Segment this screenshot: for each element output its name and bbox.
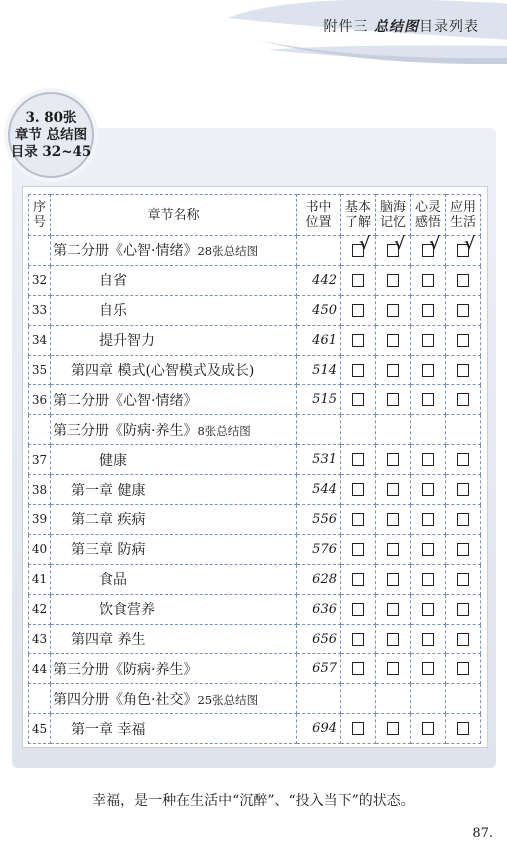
row-page: 442 bbox=[297, 265, 341, 295]
checkbox[interactable] bbox=[352, 543, 364, 556]
row-check-cell bbox=[446, 325, 481, 355]
row-title-text: 第四分册《角色·社交》 bbox=[53, 691, 198, 708]
row-check-cell bbox=[446, 714, 481, 744]
row-page: 450 bbox=[297, 295, 341, 325]
row-title bbox=[51, 505, 297, 535]
table-row bbox=[29, 624, 481, 654]
table-row bbox=[29, 385, 481, 415]
header-apply bbox=[446, 195, 481, 236]
row-title bbox=[51, 654, 297, 684]
checkbox[interactable] bbox=[422, 662, 434, 675]
row-check-cell bbox=[376, 654, 411, 684]
row-page: 515 bbox=[297, 385, 341, 415]
row-check-cell bbox=[376, 534, 411, 564]
row-check-cell bbox=[341, 505, 376, 535]
row-check-cell bbox=[376, 355, 411, 385]
checkmark-icon: √ bbox=[359, 233, 371, 254]
row-title bbox=[51, 714, 297, 744]
checkbox[interactable] bbox=[422, 274, 434, 287]
checkbox[interactable] bbox=[422, 513, 434, 526]
checked-checkbox[interactable] bbox=[422, 233, 441, 257]
header-page-label: 书中 位置 bbox=[305, 200, 332, 230]
table-row bbox=[29, 594, 481, 624]
row-page: 636 bbox=[297, 594, 341, 624]
checkbox[interactable] bbox=[352, 453, 364, 466]
checkbox[interactable] bbox=[422, 483, 434, 496]
table-row bbox=[29, 325, 481, 355]
checkbox[interactable] bbox=[387, 573, 399, 586]
row-check-cell bbox=[376, 233, 411, 266]
row-check-cell bbox=[341, 355, 376, 385]
checkbox[interactable] bbox=[387, 453, 399, 466]
row-check-cell bbox=[411, 325, 446, 355]
row-check-cell bbox=[446, 295, 481, 325]
checkbox[interactable] bbox=[352, 662, 364, 675]
row-check-cell bbox=[411, 534, 446, 564]
row-check-cell bbox=[446, 564, 481, 594]
row-title-text: 饮食营养 bbox=[99, 602, 155, 619]
row-check-cell bbox=[376, 564, 411, 594]
row-check-cell bbox=[446, 385, 481, 415]
row-title bbox=[51, 624, 297, 654]
row-check-cell bbox=[376, 385, 411, 415]
row-title bbox=[51, 236, 297, 266]
checkbox[interactable] bbox=[422, 393, 434, 406]
row-page bbox=[297, 236, 341, 266]
checkbox[interactable] bbox=[422, 304, 434, 317]
page-header bbox=[324, 16, 479, 36]
row-check-cell bbox=[411, 475, 446, 505]
row-title bbox=[51, 445, 297, 475]
checkbox[interactable] bbox=[387, 334, 399, 347]
row-title-text: 第三分册《防病·养生》 bbox=[53, 661, 198, 678]
row-title bbox=[51, 534, 297, 564]
table-row bbox=[29, 654, 481, 684]
row-page: 514 bbox=[297, 355, 341, 385]
checkbox[interactable] bbox=[457, 573, 469, 586]
checkbox[interactable] bbox=[387, 513, 399, 526]
table-row bbox=[29, 714, 481, 744]
table-row bbox=[29, 684, 481, 714]
row-check-cell bbox=[341, 415, 376, 445]
row-check-cell bbox=[341, 714, 376, 744]
row-title bbox=[51, 265, 297, 295]
page-number: 87. bbox=[472, 826, 493, 841]
row-page: 556 bbox=[297, 505, 341, 535]
row-page: 544 bbox=[297, 475, 341, 505]
row-check-cell bbox=[376, 714, 411, 744]
row-page: 657 bbox=[297, 654, 341, 684]
row-title-text: 第二分册《心智·情绪》 bbox=[53, 243, 198, 260]
checkbox[interactable] bbox=[457, 722, 469, 735]
row-check-cell bbox=[341, 295, 376, 325]
table-row bbox=[29, 534, 481, 564]
row-title-text: 食品 bbox=[99, 572, 127, 589]
row-title bbox=[51, 684, 297, 714]
checkbox[interactable] bbox=[387, 662, 399, 675]
checkbox[interactable] bbox=[352, 633, 364, 646]
table-header-row bbox=[29, 195, 481, 236]
table-row bbox=[29, 564, 481, 594]
header-suffix: 目录列表 bbox=[419, 19, 479, 35]
row-title bbox=[51, 355, 297, 385]
table-row bbox=[29, 265, 481, 295]
header-seq-label: 序 号 bbox=[32, 200, 46, 230]
checkbox[interactable] bbox=[387, 543, 399, 556]
checkbox[interactable] bbox=[457, 274, 469, 287]
checkbox[interactable] bbox=[457, 334, 469, 347]
table-row bbox=[29, 445, 481, 475]
row-check-cell bbox=[376, 475, 411, 505]
row-check-cell bbox=[446, 624, 481, 654]
row-title bbox=[51, 475, 297, 505]
row-check-cell bbox=[341, 265, 376, 295]
row-check-cell bbox=[446, 684, 481, 714]
row-seq: 35 bbox=[29, 355, 51, 385]
row-title-text: 第三章 防病 bbox=[71, 542, 146, 559]
checkbox[interactable] bbox=[387, 274, 399, 287]
checkbox[interactable] bbox=[387, 364, 399, 377]
row-check-cell bbox=[376, 624, 411, 654]
row-seq bbox=[29, 415, 51, 445]
row-page bbox=[297, 415, 341, 445]
row-seq: 43 bbox=[29, 624, 51, 654]
row-check-cell bbox=[376, 684, 411, 714]
row-title bbox=[51, 325, 297, 355]
row-seq: 44 bbox=[29, 654, 51, 684]
row-check-cell bbox=[446, 355, 481, 385]
header-memory bbox=[376, 195, 411, 236]
row-check-cell bbox=[341, 233, 376, 266]
checkbox[interactable] bbox=[422, 603, 434, 616]
row-seq: 38 bbox=[29, 475, 51, 505]
row-title-text: 第一章 幸福 bbox=[71, 721, 146, 738]
table-row bbox=[29, 475, 481, 505]
row-check-cell bbox=[376, 295, 411, 325]
row-check-cell bbox=[341, 564, 376, 594]
checkbox[interactable] bbox=[422, 543, 434, 556]
row-check-cell bbox=[411, 355, 446, 385]
row-title bbox=[51, 564, 297, 594]
row-check-cell bbox=[411, 564, 446, 594]
row-seq: 32 bbox=[29, 265, 51, 295]
checkmark-icon: √ bbox=[464, 233, 476, 254]
checkbox[interactable] bbox=[352, 364, 364, 377]
checkbox[interactable] bbox=[387, 633, 399, 646]
header-seq bbox=[29, 195, 51, 236]
header-apply-label: 应用 生活 bbox=[449, 200, 476, 230]
row-title-text: 第二章 疾病 bbox=[71, 512, 146, 529]
row-title bbox=[51, 415, 297, 445]
row-title-text: 第一章 健康 bbox=[71, 482, 146, 499]
checkbox[interactable] bbox=[352, 393, 364, 406]
row-page: 461 bbox=[297, 325, 341, 355]
row-check-cell bbox=[411, 505, 446, 535]
table-row bbox=[29, 355, 481, 385]
row-title bbox=[51, 295, 297, 325]
checkbox[interactable] bbox=[457, 393, 469, 406]
badge-line-2: 章节 总结图 bbox=[14, 126, 88, 143]
row-check-cell bbox=[341, 534, 376, 564]
row-seq: 37 bbox=[29, 445, 51, 475]
row-check-cell bbox=[341, 594, 376, 624]
row-check-cell bbox=[411, 415, 446, 445]
row-check-cell bbox=[341, 475, 376, 505]
header-page bbox=[297, 195, 341, 236]
row-check-cell bbox=[341, 445, 376, 475]
row-check-cell bbox=[446, 594, 481, 624]
row-page: 576 bbox=[297, 534, 341, 564]
row-page: 628 bbox=[297, 564, 341, 594]
row-check-cell bbox=[376, 325, 411, 355]
row-title-text: 健康 bbox=[99, 452, 127, 469]
row-seq: 45 bbox=[29, 714, 51, 744]
checkbox[interactable] bbox=[457, 483, 469, 496]
row-title-text: 自省 bbox=[99, 273, 127, 290]
row-check-cell bbox=[376, 265, 411, 295]
row-check-cell bbox=[411, 624, 446, 654]
row-title-text: 自乐 bbox=[99, 303, 127, 320]
header-insight-label: 心灵 感悟 bbox=[414, 200, 441, 230]
table-row bbox=[29, 295, 481, 325]
checkmark-icon: √ bbox=[429, 233, 441, 254]
checkbox[interactable] bbox=[457, 453, 469, 466]
row-check-cell bbox=[411, 594, 446, 624]
row-check-cell bbox=[376, 445, 411, 475]
summary-table bbox=[28, 194, 481, 744]
checkmark-icon: √ bbox=[394, 233, 406, 254]
row-summary-count: 28张总结图 bbox=[197, 244, 259, 259]
row-seq: 39 bbox=[29, 505, 51, 535]
table-row bbox=[29, 236, 481, 266]
row-check-cell bbox=[411, 654, 446, 684]
row-title bbox=[51, 385, 297, 415]
header-insight bbox=[411, 195, 446, 236]
checkbox[interactable] bbox=[352, 304, 364, 317]
row-seq: 42 bbox=[29, 594, 51, 624]
row-check-cell bbox=[411, 295, 446, 325]
badge-line-3: 目录 32~45 bbox=[10, 143, 92, 160]
header-basic-label: 基本 了解 bbox=[344, 200, 371, 230]
checkbox[interactable] bbox=[457, 364, 469, 377]
checkbox[interactable] bbox=[387, 722, 399, 735]
checkbox[interactable] bbox=[352, 483, 364, 496]
checkbox[interactable] bbox=[352, 722, 364, 735]
header-memory-label: 脑海 记忆 bbox=[379, 200, 406, 230]
row-check-cell bbox=[411, 445, 446, 475]
checkbox[interactable] bbox=[352, 513, 364, 526]
checkbox[interactable] bbox=[457, 304, 469, 317]
row-seq bbox=[29, 236, 51, 266]
checked-checkbox[interactable] bbox=[457, 233, 476, 257]
row-seq bbox=[29, 684, 51, 714]
row-check-cell bbox=[446, 534, 481, 564]
table-row bbox=[29, 505, 481, 535]
checkbox[interactable] bbox=[422, 573, 434, 586]
checkbox[interactable] bbox=[387, 304, 399, 317]
checkbox[interactable] bbox=[352, 603, 364, 616]
checkbox[interactable] bbox=[387, 603, 399, 616]
checkbox[interactable] bbox=[352, 573, 364, 586]
checkbox[interactable] bbox=[422, 453, 434, 466]
checkbox[interactable] bbox=[457, 603, 469, 616]
header-prefix: 附件三 bbox=[323, 19, 369, 35]
checkbox[interactable] bbox=[457, 662, 469, 675]
row-page bbox=[297, 684, 341, 714]
row-check-cell bbox=[446, 505, 481, 535]
checkbox[interactable] bbox=[352, 274, 364, 287]
checkbox[interactable] bbox=[387, 483, 399, 496]
checkbox[interactable] bbox=[422, 633, 434, 646]
row-seq: 40 bbox=[29, 534, 51, 564]
checked-checkbox[interactable] bbox=[352, 233, 371, 257]
row-seq: 34 bbox=[29, 325, 51, 355]
row-title-text: 第三分册《防病·养生》 bbox=[53, 422, 198, 439]
row-check-cell bbox=[411, 265, 446, 295]
checkbox[interactable] bbox=[422, 364, 434, 377]
footer-quote: 幸福，是一种在生活中“沉醉”、“投入当下”的状态。 bbox=[92, 793, 415, 809]
row-check-cell bbox=[341, 624, 376, 654]
row-summary-count: 25张总结图 bbox=[197, 692, 259, 707]
checkbox[interactable] bbox=[422, 334, 434, 347]
header-name bbox=[51, 195, 297, 236]
row-check-cell bbox=[446, 654, 481, 684]
row-check-cell bbox=[411, 233, 446, 266]
checkbox[interactable] bbox=[457, 633, 469, 646]
row-check-cell bbox=[446, 265, 481, 295]
row-seq: 36 bbox=[29, 385, 51, 415]
section-badge bbox=[8, 92, 94, 178]
table-row bbox=[29, 415, 481, 445]
checked-checkbox[interactable] bbox=[387, 233, 406, 257]
row-check-cell bbox=[411, 684, 446, 714]
checkbox[interactable] bbox=[457, 513, 469, 526]
checkbox[interactable] bbox=[457, 543, 469, 556]
row-check-cell bbox=[341, 654, 376, 684]
row-title-text: 第四章 模式(心智模式及成长) bbox=[71, 363, 255, 379]
checkbox[interactable] bbox=[422, 722, 434, 735]
row-check-cell bbox=[376, 594, 411, 624]
row-title bbox=[51, 594, 297, 624]
row-check-cell bbox=[446, 475, 481, 505]
checkbox[interactable] bbox=[387, 393, 399, 406]
row-check-cell bbox=[446, 233, 481, 266]
row-seq: 33 bbox=[29, 295, 51, 325]
row-title-text: 第四章 养生 bbox=[71, 632, 146, 649]
row-check-cell bbox=[376, 415, 411, 445]
badge-line-1: 3. 80张 bbox=[25, 109, 77, 126]
row-check-cell bbox=[341, 684, 376, 714]
header-highlight: 总结图 bbox=[374, 19, 419, 35]
row-title-text: 提升智力 bbox=[99, 333, 155, 350]
row-page: 656 bbox=[297, 624, 341, 654]
row-check-cell bbox=[411, 385, 446, 415]
row-check-cell bbox=[341, 385, 376, 415]
row-check-cell bbox=[341, 325, 376, 355]
row-page: 694 bbox=[297, 714, 341, 744]
row-seq: 41 bbox=[29, 564, 51, 594]
header-basic bbox=[341, 195, 376, 236]
row-title-text: 第二分册《心智·情绪》 bbox=[53, 392, 198, 409]
checkbox[interactable] bbox=[352, 334, 364, 347]
row-check-cell bbox=[411, 714, 446, 744]
row-check-cell bbox=[446, 445, 481, 475]
header-name-label: 章节名称 bbox=[147, 207, 200, 223]
row-page: 531 bbox=[297, 445, 341, 475]
row-check-cell bbox=[376, 505, 411, 535]
row-check-cell bbox=[446, 415, 481, 445]
row-summary-count: 8张总结图 bbox=[197, 423, 251, 438]
